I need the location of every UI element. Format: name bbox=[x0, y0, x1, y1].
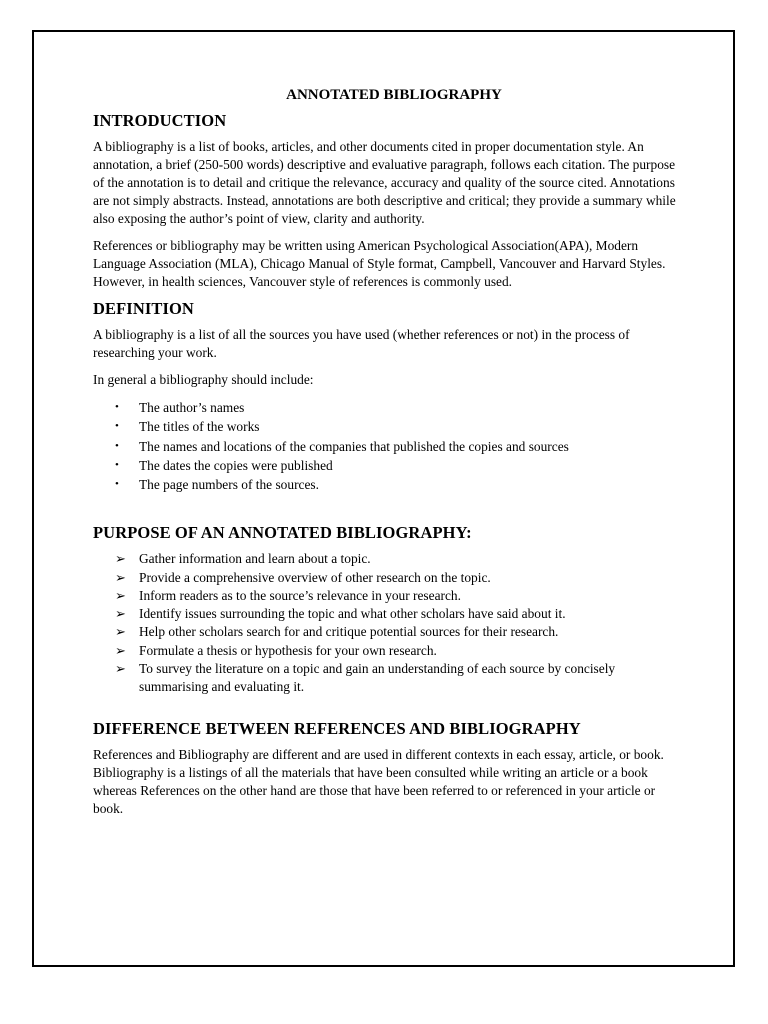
list-item: ➢ Provide a comprehensive overview of other research on the topic. bbox=[93, 569, 683, 587]
arrow-bullet-icon: ➢ bbox=[115, 569, 126, 585]
list-item: ➢ Identify issues surrounding the topic and what other scholars have said about it. bbox=[93, 605, 683, 623]
purpose-heading: PURPOSE OF AN ANNOTATED BIBLIOGRAPHY: bbox=[93, 523, 472, 543]
list-item: • The author’s names bbox=[93, 398, 683, 417]
arrow-bullet-icon: ➢ bbox=[115, 587, 126, 603]
introduction-heading: INTRODUCTION bbox=[93, 111, 227, 130]
bullet-icon: • bbox=[115, 420, 119, 433]
introduction-paragraph-1: A bibliography is a list of books, articles, and other documents cited in proper documentation style. An annotation, a brief (250-500 words) descriptive and evaluative paragraph, follows each citation. The purpose of the annotation is to detail and critique the relevance, accuracy and quality of the source cited. Annotations are not simply abstracts. Instead, annotations are both descriptive and critical; they provide a summary while also exposing the author’s point of view, clarity and authority. bbox=[93, 139, 676, 226]
list-item: ➢ Gather information and learn about a topic. bbox=[93, 550, 683, 568]
bullet-icon: • bbox=[115, 458, 119, 471]
definition-heading: DEFINITION bbox=[93, 299, 194, 318]
introduction-paragraph-2: References or bibliography may be written using American Psychological Association(APA), Modern Language Association (MLA), Chicago Manual of Style format, Campbell, Vancouver and Harvard Styles. However, in health sciences, Vancouver style of references is commonly used. bbox=[93, 238, 666, 289]
definition-paragraph-2: In general a bibliography should include: bbox=[93, 372, 314, 387]
definition-paragraph-1: A bibliography is a list of all the sources you have used (whether references or not) in the process of researching your work. bbox=[93, 327, 630, 360]
document-body bbox=[93, 86, 683, 827]
spacer bbox=[93, 696, 683, 720]
arrow-bullet-icon: ➢ bbox=[115, 660, 126, 676]
list-item: • The dates the copies were published bbox=[93, 456, 683, 475]
document-title: ANNOTATED BIBLIOGRAPHY bbox=[286, 87, 502, 103]
list-item: • The names and locations of the companies that published the copies and sources bbox=[93, 437, 683, 456]
arrow-bullet-icon: ➢ bbox=[115, 624, 126, 640]
arrow-bullet-icon: ➢ bbox=[115, 606, 126, 622]
list-item: • The titles of the works bbox=[93, 417, 683, 436]
purpose-arrow-list bbox=[93, 550, 683, 696]
bullet-icon: • bbox=[115, 478, 119, 491]
bullet-icon: • bbox=[115, 401, 119, 413]
arrow-bullet-icon: ➢ bbox=[115, 642, 126, 658]
list-item: ➢ To survey the literature on a topic and gain an understanding of each source by concisely summarising and evaluating it. bbox=[115, 660, 616, 694]
list-item: ➢ Formulate a thesis or hypothesis for your own research. bbox=[93, 642, 683, 660]
arrow-bullet-icon: ➢ bbox=[115, 551, 126, 567]
list-item: • The page numbers of the sources. bbox=[93, 475, 683, 494]
bullet-icon: • bbox=[115, 439, 119, 452]
spacer bbox=[93, 494, 683, 524]
difference-heading: DIFFERENCE BETWEEN REFERENCES AND BIBLIOGRAPHY bbox=[93, 719, 581, 739]
difference-paragraph: References and Bibliography are different and are used in different contexts in each essay, article, or book. Bibliography is a listings of all the materials that have been consulted while writing an article or a book whereas References on the other hand are those that have been referred to or referenced in your article or book. bbox=[93, 747, 664, 817]
definition-bullet-list bbox=[93, 398, 683, 494]
list-item: ➢ Inform readers as to the source’s relevance in your research. bbox=[93, 587, 683, 605]
list-item: ➢ Help other scholars search for and critique potential sources for their research. bbox=[93, 623, 683, 641]
